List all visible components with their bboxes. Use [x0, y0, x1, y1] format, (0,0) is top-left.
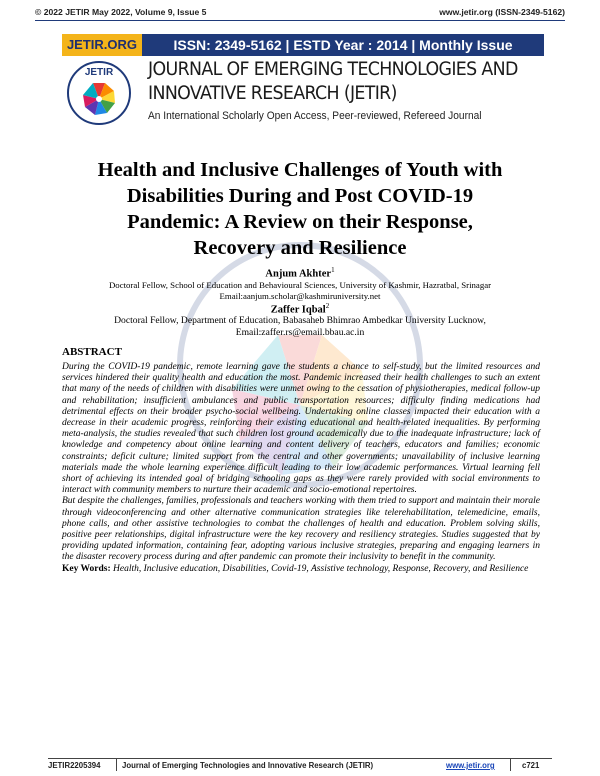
- keywords-text: Health, Inclusive education, Disabilities, Covid-19, Assistive technology, Response, Recovery, and Resilience: [113, 563, 529, 574]
- affiliation-text: Doctoral Fellow, School of Education and Behavioural Sciences, University of Kashmir, Hazratbal, Srinagar: [108, 280, 492, 290]
- title-line: Pandemic: A Review on their Response,: [127, 211, 473, 233]
- author-name: Anjum Akhter: [265, 268, 332, 280]
- author-2: [40, 302, 560, 316]
- title-line: Disabilities During and Post COVID-19: [126, 185, 474, 207]
- author-email: Email:zaffer.rs@email.bbau.ac.in: [235, 327, 365, 338]
- page-footer: [48, 758, 552, 771]
- footer-id: JETIR2205394: [48, 761, 101, 770]
- journal-title-line-2: INNOVATIVE RESEARCH (JETIR): [148, 83, 397, 104]
- keywords: [62, 564, 540, 575]
- footer-divider: [116, 759, 117, 771]
- author-name: Zaffer Iqbal: [270, 304, 326, 316]
- footer-page-number: c721: [522, 761, 540, 770]
- running-header-right: www.jetir.org (ISSN-2349-5162): [439, 7, 565, 17]
- abstract-paragraph: But despite the challenges, families, professionals and teachers working with them tried to support and maintain their morale through videoconferencing and other alternative communication strategies like telerehabilitation, telemedicine, emails, phone calls, and other assistive technologies to combat the challenges of health and education. Problem solving skills, positive peer relationships, digital infrastructure were the key recovery and resiliency strategies. Studies suggested that by providing updated information, containing fear, adopting various inclusive strategies, preparing and engaging learners in the disaster recovery process during and after pandemic can promote their inclusivity to benefit in the community.: [62, 496, 540, 563]
- logo-text: JETIR: [84, 67, 114, 78]
- author-sup: 2: [325, 302, 330, 310]
- author-1: [40, 266, 560, 280]
- running-header-left: © 2022 JETIR May 2022, Volume 9, Issue 5: [35, 7, 207, 17]
- author-sup: 1: [331, 266, 335, 274]
- footer-divider: [510, 759, 511, 771]
- title-line: Health and Inclusive Challenges of Youth with: [97, 159, 503, 181]
- abstract-paragraph: During the COVID-19 pandemic, remote learning gave the students a chance to self-study, but the limited resources and services hindered their quality health and education the most. Pandemic increased their health challenges to such an extent that many of the needs of children with disabilities were unmet owing to the cessation of physiotherapies, medical follow-up and rehabilitation; insufficient ambulances and public transportation resources; difficulty finding medications had detrimental effects on their broader psycho-social wellbeing. Undertaking online classes impacted their education with a decrease in their academic progress, reinforcing their existing educational and health-related inequalities. By performing meta-analysis, the studies revealed that such children lost ground academically due to the inadequate infrastructure; lack of knowledge and competency about online learning and content delivery of teachers, educators and families; economic constraints; deficit culture; limited support from the central and other governments; unavailability of inclusive learning materials made the whole learning experience difficult leading to their low academic performances. Virtual learning fell short of achieving its intended goal of bridging schooling gaps as they were rarely provided with social environments to interact with community members to nurture their academic and socio-emotional repertoires.: [62, 362, 540, 496]
- affiliation-1: [40, 280, 560, 302]
- journal-banner: [62, 34, 544, 126]
- abstract-body: [62, 362, 540, 575]
- paper-title: [40, 157, 560, 261]
- abstract-heading: ABSTRACT: [62, 346, 122, 358]
- title-line: Recovery and Resilience: [193, 237, 407, 259]
- affiliation-2: [40, 315, 560, 339]
- jetir-logo-icon: [66, 60, 132, 126]
- jetir-org-tag: JETIR.ORG: [62, 34, 142, 56]
- journal-title: [148, 58, 524, 106]
- journal-subtitle: An International Scholarly Open Access, Peer-reviewed, Refereed Journal: [148, 110, 482, 122]
- footer-journal: Journal of Emerging Technologies and Innovative Research (JETIR): [122, 761, 374, 770]
- footer-url-link[interactable]: www.jetir.org: [446, 761, 495, 770]
- journal-title-line-1: JOURNAL OF EMERGING TECHNOLOGIES AND: [148, 59, 518, 80]
- keywords-label: Key Words:: [62, 563, 111, 574]
- author-email: Email:aanjum.scholar@kashmiruniversity.net: [219, 291, 381, 301]
- issn-strip: ISSN: 2349-5162 | ESTD Year : 2014 | Monthly Issue: [142, 34, 544, 56]
- running-header: [35, 6, 565, 21]
- affiliation-text: Doctoral Fellow, Department of Education, Babasaheb Bhimrao Ambedkar University Lucknow,: [114, 315, 486, 326]
